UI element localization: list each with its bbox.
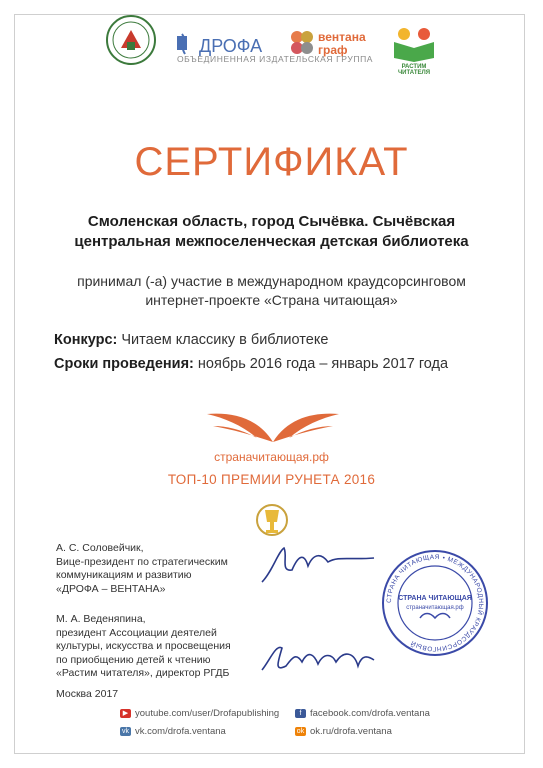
- project-site: страначитающая.рф: [214, 450, 329, 464]
- youtube-link[interactable]: youtube.com/user/Drofapublishing: [135, 708, 280, 719]
- signatory-1-line: коммуникациям и развитию: [56, 569, 192, 581]
- ventana-text: вентана: [318, 30, 366, 44]
- stamp-center-line-2: страначитающая.рф: [406, 605, 464, 611]
- award-label: ТОП-10 ПРЕМИИ РУНЕТА 2016: [167, 472, 376, 487]
- signatory-2: [56, 613, 231, 681]
- youtube-icon: ▶: [120, 709, 131, 718]
- contest-label: Конкурс:: [54, 332, 118, 348]
- period-row: [54, 356, 448, 372]
- contest-value: Читаем классику в библиотеке: [121, 332, 329, 348]
- svg-text:СТРАНА ЧИТАЮЩАЯ • МЕЖДУНАРОДНЫ: [386, 554, 485, 652]
- round-stamp: [380, 548, 490, 658]
- signatory-2-line: культуры, искусства и просвещения: [56, 640, 231, 652]
- rastim-chitatelya-logo: [390, 24, 438, 76]
- ok-link[interactable]: ok.ru/drofa.ventana: [310, 726, 392, 737]
- participation-text: [40, 272, 503, 310]
- graf-text: граф: [318, 43, 348, 57]
- period-label: Сроки проведения:: [54, 356, 194, 372]
- drofa-logo-text: ДРОФА: [199, 36, 263, 56]
- stamp-center-line-1: СТРАНА ЧИТАЮЩАЯ: [398, 595, 472, 602]
- recipient-line-2: центральная межпоселенческая детская библиотека: [74, 233, 469, 250]
- vk-link[interactable]: vk.com/drofa.ventana: [135, 726, 226, 737]
- period-value: ноябрь 2016 года – январь 2017 года: [197, 356, 449, 372]
- signature-2: [258, 636, 378, 681]
- signatory-1-line: «ДРОФА – ВЕНТАНА»: [56, 582, 166, 595]
- signatory-2-line: «Растим читателя», директор РГДБ: [56, 667, 230, 679]
- recipient-line-1: Смоленская область, город Сычёвка. Сычёвская: [87, 213, 456, 230]
- footer-youtube[interactable]: [120, 708, 279, 719]
- signature-1: [258, 542, 378, 587]
- footer-facebook[interactable]: [295, 708, 430, 719]
- signatory-2-line: М. А. Веденяпина,: [56, 613, 146, 625]
- signatory-1-line: Вице-президент по стратегическим: [56, 555, 228, 568]
- signatory-2-line: президент Ассоциации деятелей: [56, 626, 217, 639]
- ok-icon: ok: [296, 727, 305, 735]
- footer-vk[interactable]: [120, 726, 226, 737]
- chitatelya-text: ЧИТАТЕЛЯ: [397, 70, 431, 76]
- certificate-title: СЕРТИФИКАТ: [134, 140, 409, 184]
- stamp-ring-text: СТРАНА ЧИТАЮЩАЯ • МЕЖДУНАРОДНЫЙ КРАУДСОРСИНГОВЫЙ: [385, 553, 485, 653]
- library-seal-logo: [105, 14, 157, 66]
- participation-line-1: принимал (-а) участие в международном краудсорсинговом: [77, 273, 466, 289]
- participation-line-2: интернет-проекте «Страна читающая»: [145, 292, 398, 308]
- vk-icon: vk: [122, 727, 129, 735]
- contest-row: [54, 332, 328, 348]
- signatory-1-line: А. С. Соловейчик,: [56, 542, 144, 554]
- open-book-logo: [203, 400, 343, 448]
- rastim-text: РАСТИМ: [401, 64, 427, 70]
- signatory-2-line: по приобщению детей к чтению: [56, 653, 211, 666]
- recipient-name: [40, 212, 503, 252]
- publishing-group-label: ОБЪЕДИНЕННАЯ ИЗДАТЕЛЬСКАЯ ГРУППА: [176, 54, 374, 64]
- facebook-link[interactable]: facebook.com/drofa.ventana: [310, 708, 430, 719]
- runet-award-icon: [255, 500, 289, 540]
- facebook-icon: f: [295, 709, 306, 718]
- signatory-1: [56, 542, 228, 596]
- footer-ok[interactable]: [295, 726, 392, 737]
- city-year: Москва 2017: [56, 688, 119, 700]
